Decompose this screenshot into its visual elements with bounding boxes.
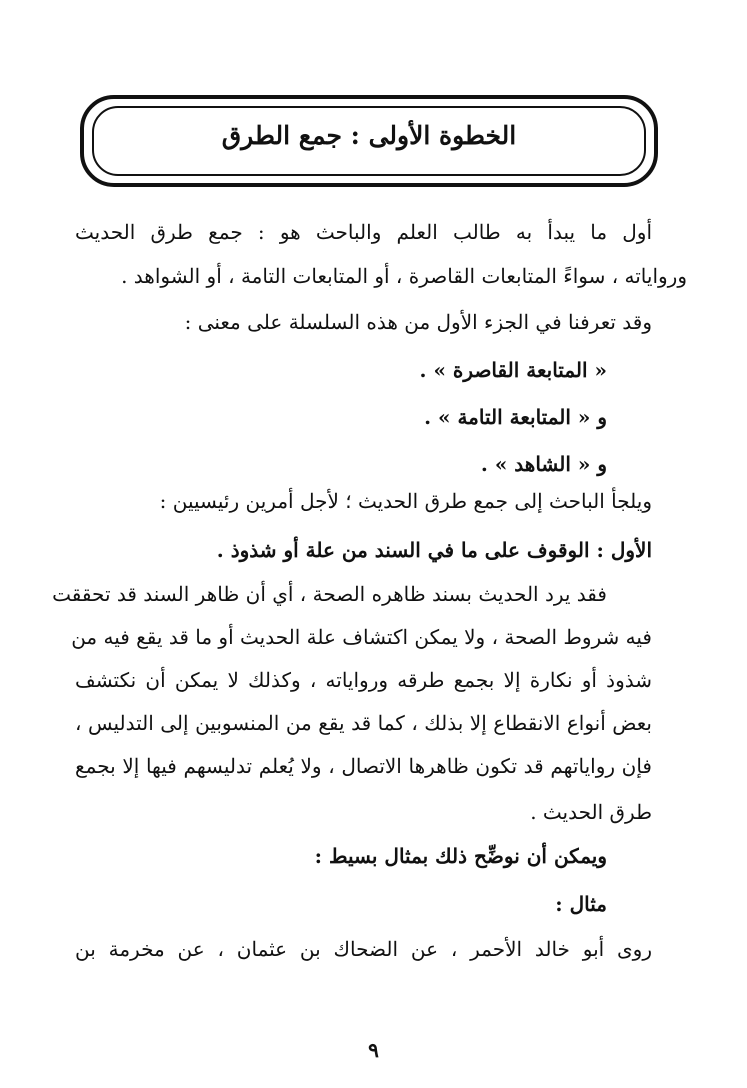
paragraph-line: ويلجأ الباحث إلى جمع طرق الحديث ؛ لأجل أمرين رئيسيين : — [159, 489, 652, 513]
paragraph-line: ورواياته ، سواءً المتابعات القاصرة ، أو المتابعات التامة ، أو الشواهد . — [121, 264, 687, 288]
example-label: مثال : — [555, 892, 607, 916]
paragraph-line: روى أبو خالد الأحمر ، عن الضحاك بن عثمان ، عن مخرمة بن — [75, 937, 652, 961]
paragraph-line: ويمكن أن نوضِّح ذلك بمثال بسيط : — [314, 844, 607, 868]
paragraph-line: فيه شروط الصحة ، ولا يمكن اكتشاف علة الحديث أو ما قد يقع فيه من — [71, 625, 652, 649]
paragraph-line: وقد تعرفنا في الجزء الأول من هذه السلسلة على معنى : — [184, 310, 652, 334]
heading-frame — [80, 95, 658, 187]
paragraph-line: فإن رواياتهم قد تكون ظاهرها الاتصال ، ولا يُعلم تدليسهم فيها إلا بجمع — [75, 754, 652, 778]
list-item: و « الشاهد » . — [480, 452, 607, 476]
list-item: « المتابعة القاصرة » . — [419, 358, 607, 382]
paragraph-line: أول ما يبدأ به طالب العلم والباحث هو : جمع طرق الحديث — [75, 220, 652, 244]
paragraph-line: بعض أنواع الانقطاع إلا بذلك ، كما قد يقع من المنسوبين إلى التدليس ، — [75, 711, 652, 735]
list-item: و « المتابعة التامة » . — [424, 405, 607, 429]
point-heading: الأول : الوقوف على ما في السند من علة أو شذوذ . — [216, 538, 652, 562]
paragraph-line: طرق الحديث . — [530, 800, 652, 824]
page-number: ٩ — [368, 1038, 379, 1062]
paragraph-line: فقد يرد الحديث بسند ظاهره الصحة ، أي أن ظاهر السند قد تحققت — [52, 582, 607, 606]
section-heading: الخطوة الأولى : جمع الطرق — [221, 121, 517, 150]
paragraph-line: شذوذ أو نكارة إلا بجمع طرقه ورواياته ، وكذلك لا يمكن أن نكتشف — [75, 668, 652, 692]
